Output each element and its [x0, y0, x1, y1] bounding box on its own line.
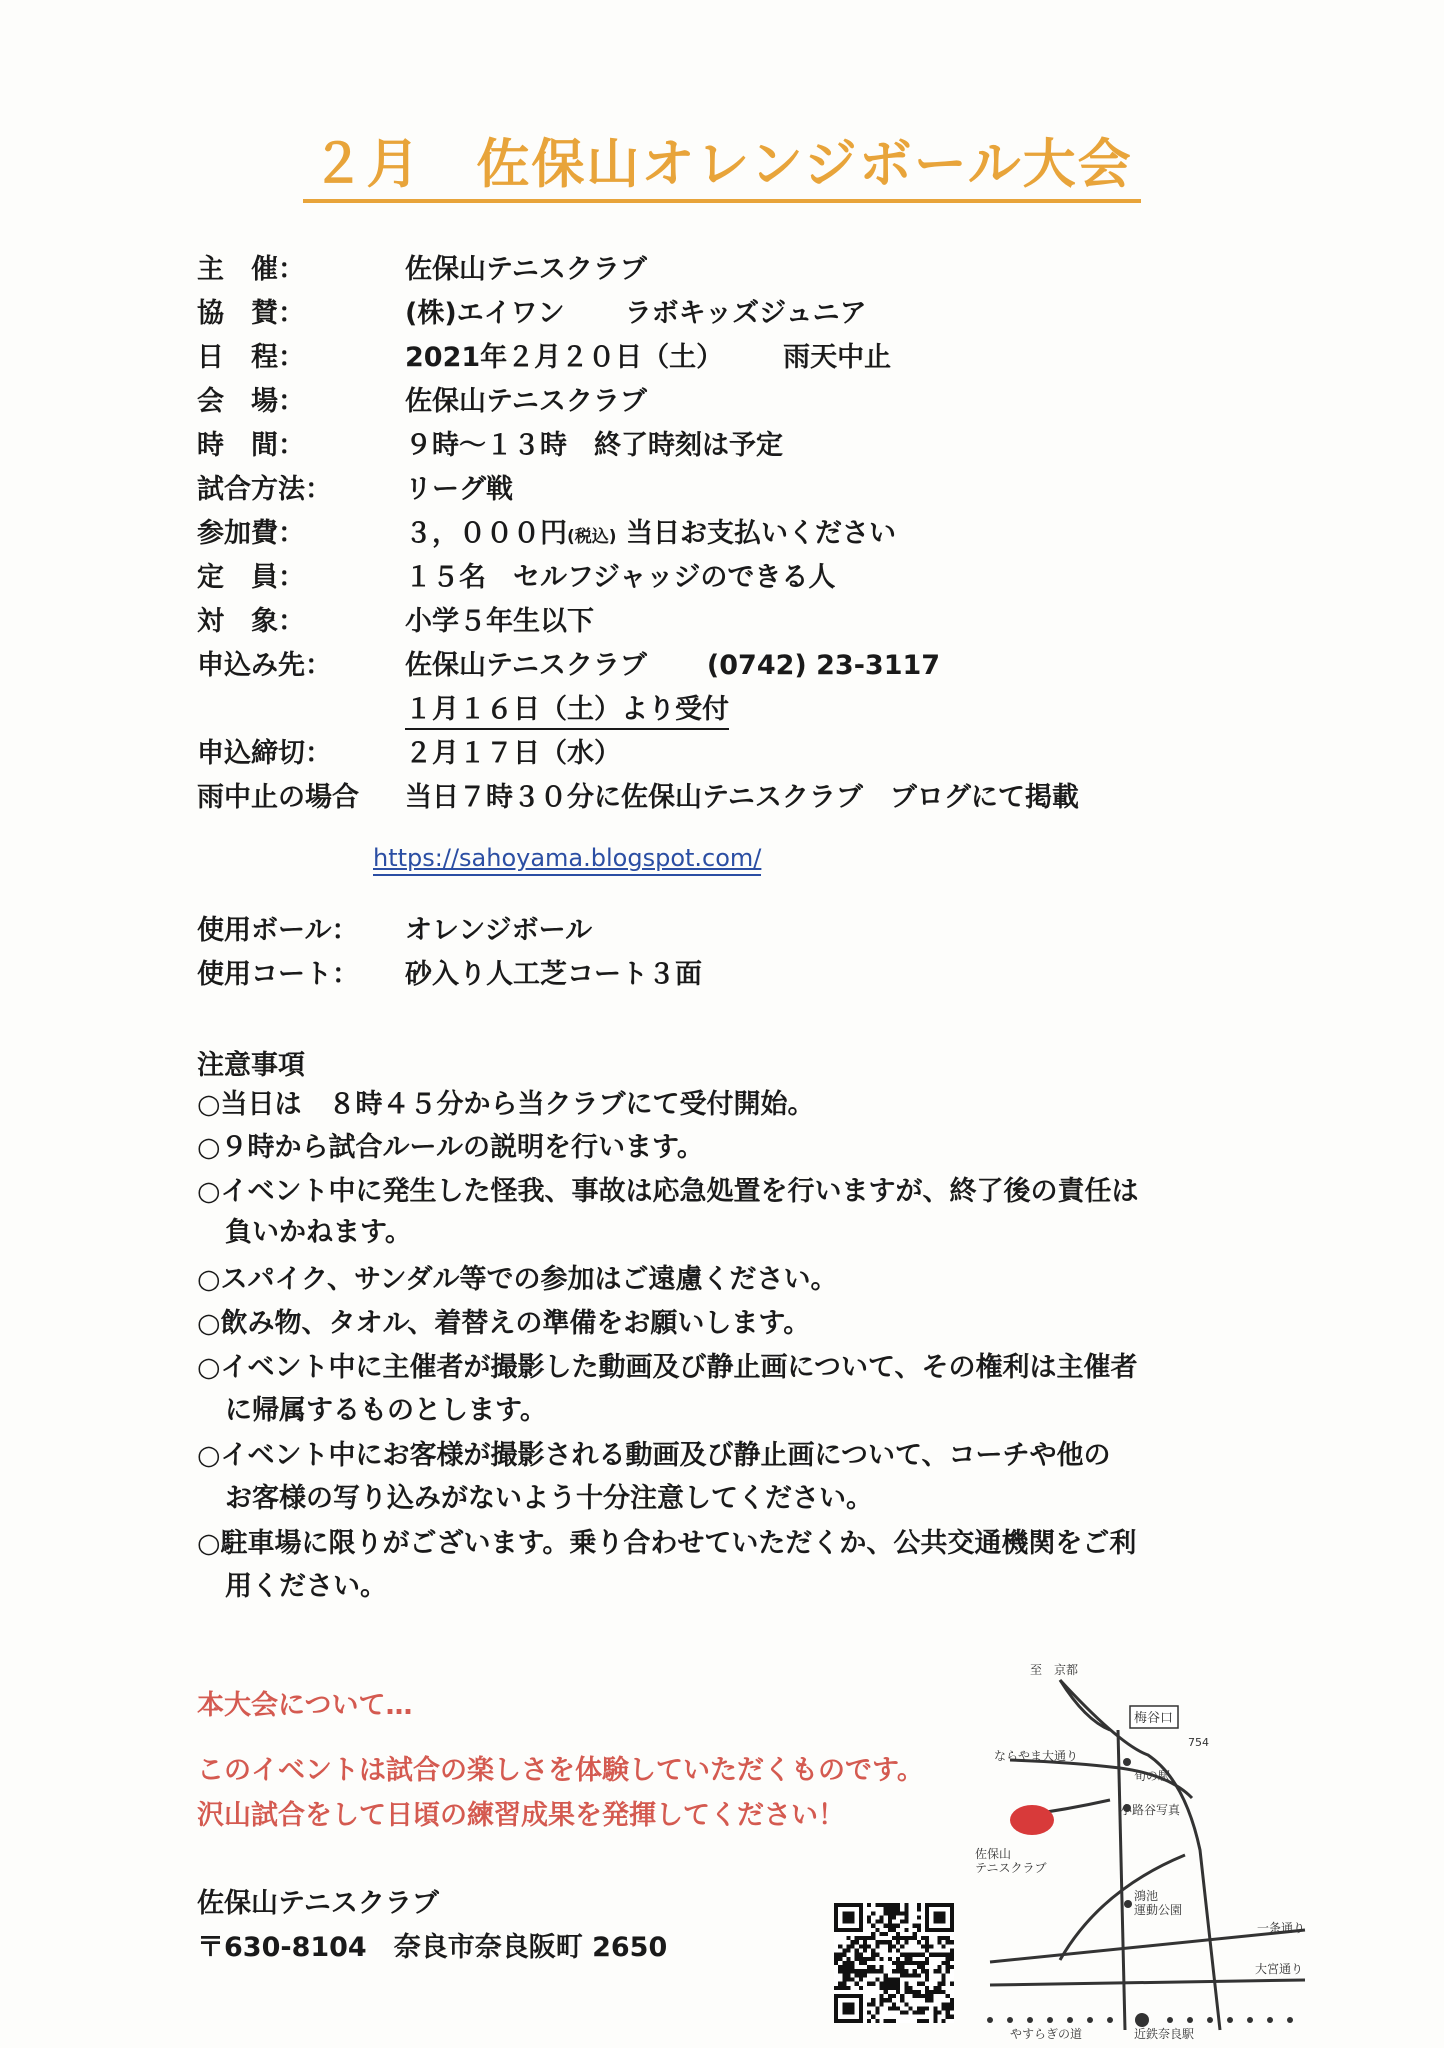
road-omiya	[990, 1980, 1305, 1985]
page-title	[0, 122, 1444, 198]
notes-heading: 注意事項	[197, 1050, 305, 1081]
deadline-label: 申込締切：	[197, 738, 332, 769]
map-label-kyoto: 至 京都	[1030, 1663, 1079, 1677]
note-line: ○当日は ８時４５分から当クラブにて受付開始。	[197, 1089, 815, 1120]
map-label-omiya: 大宮通り	[1255, 1962, 1304, 1976]
note-line: ○イベント中にお客様が撮影される動画及び静止画について、コーチや他の	[197, 1440, 1111, 1471]
note-line: ○９時から試合ルールの説明を行います。	[197, 1132, 704, 1163]
map-label-umeyaguchi: 梅谷口	[1134, 1711, 1174, 1726]
date-value	[405, 335, 891, 374]
venue-label: 会 場：	[197, 386, 305, 417]
ball-label: 使用ボール：	[197, 915, 359, 946]
sponsor-1: (株)エイワン	[405, 298, 565, 329]
club-location-marker	[1010, 1805, 1054, 1835]
deadline-value: ２月１７日（水）	[405, 738, 621, 769]
fee-label: 参加費：	[197, 518, 305, 549]
map-label-club-2: テニスクラブ	[975, 1861, 1047, 1875]
sponsor-label: 協 賛：	[197, 298, 305, 329]
rain-value: 当日７時３０分に佐保山テニスクラブ ブログにて掲載	[405, 782, 1079, 813]
map-label-shun: 旬の駅	[1134, 1769, 1171, 1783]
sponsor-2: ラボキッズジュニア	[624, 298, 867, 329]
note-line: ○飲み物、タオル、着替えの準備をお願いします。	[197, 1308, 811, 1339]
note-cont-text: 用ください。	[225, 1571, 387, 1602]
capacity-label: 定 員：	[197, 562, 305, 593]
about-heading: 本大会について…	[197, 1690, 413, 1721]
time-label: 時 間：	[197, 430, 305, 461]
apply-label: 申込み先：	[197, 650, 332, 681]
map-label-club-1: 佐保山	[975, 1847, 1012, 1861]
note-line-cont	[197, 1565, 1257, 1608]
note-cont-text: 負いかねます。	[225, 1217, 412, 1248]
fee-tax: (税込)	[567, 527, 617, 547]
footer-address: 〒630-8104 奈良市奈良阪町 2650	[197, 1932, 668, 1963]
court-value: 砂入り人工芝コート３面	[405, 959, 702, 990]
fee-amount: ３，０００円	[405, 518, 567, 549]
about-line-2: 沢山試合をして日頃の練習成果を発揮してください！	[197, 1800, 845, 1831]
road-vertical	[1118, 1730, 1125, 2030]
court-label: 使用コート：	[197, 959, 359, 990]
map-label-kounoike-2: 運動公園	[1134, 1903, 1183, 1917]
note-cont-text: お客様の写り込みがないよう十分注意してください。	[225, 1483, 873, 1514]
format-value: リーグ戦	[405, 474, 513, 505]
rain-label: 雨中止の場合	[197, 782, 359, 813]
title-text: ２月 佐保山オレンジボール大会	[303, 134, 1140, 203]
map-label-754: 754	[1188, 1736, 1209, 1749]
note-line: ○イベント中に発生した怪我、事故は応急処置を行いますが、終了後の責任は	[197, 1176, 1139, 1207]
map-label-narayama: ならやま大通り	[994, 1749, 1079, 1763]
map-label-yasuragi: やすらぎの道	[1010, 2027, 1083, 2040]
time-value: ９時～１３時 終了時刻は予定	[405, 430, 783, 461]
fee-note: 当日お支払いください	[625, 518, 896, 549]
map-label-kounoike-1: 鴻池	[1134, 1889, 1159, 1903]
blog-link[interactable]: https://sahoyama.blogspot.com/	[373, 844, 761, 876]
note-line-cont	[197, 1477, 1257, 1520]
sponsor-value	[405, 291, 867, 330]
map-label-kintetsu: 近鉄奈良駅	[1134, 2027, 1195, 2040]
road-kyoto	[1060, 1680, 1220, 2030]
venue-value: 佐保山テニスクラブ	[405, 386, 647, 417]
note-line: ○駐車場に限りがございます。乗り合わせていただくか、公共交通機関をご利	[197, 1528, 1137, 1559]
note-cont-text: に帰属するものとします。	[225, 1395, 547, 1426]
note-line: ○イベント中に主催者が撮影した動画及び静止画について、その権利は主催者	[197, 1352, 1138, 1383]
about-line-1: このイベントは試合の楽しさを体験していただくものです。	[197, 1755, 924, 1786]
date-text: 2021年２月２０日（土）	[405, 342, 724, 373]
organizer-label: 主 催：	[197, 254, 305, 285]
note-line-cont	[197, 1389, 1257, 1432]
apply-start: １月１６日（土）より受付	[405, 687, 729, 730]
qr-code-icon[interactable]	[834, 1903, 954, 2023]
map-label-ichijo: 一条通り	[1257, 1921, 1306, 1935]
apply-value	[405, 643, 940, 682]
map-label-kojiya: 小路谷写真	[1120, 1803, 1181, 1817]
ball-value: オレンジボール	[405, 915, 593, 946]
date-note: 雨天中止	[783, 342, 892, 373]
format-label: 試合方法：	[197, 474, 332, 505]
access-map	[970, 1650, 1310, 2040]
fee-value	[405, 511, 896, 550]
note-line-cont	[197, 1211, 1257, 1254]
apply-phone: (0742) 23-3117	[706, 650, 941, 681]
note-line: ○スパイク、サンダル等での参加はご遠慮ください。	[197, 1264, 838, 1295]
target-value: 小学５年生以下	[405, 606, 594, 637]
target-label: 対 象：	[197, 606, 305, 637]
station-dot-icon	[1135, 2013, 1149, 2027]
capacity-value: １５名 セルフジャッジのできる人	[405, 562, 836, 593]
date-label: 日 程：	[197, 342, 305, 373]
organizer-value: 佐保山テニスクラブ	[405, 254, 647, 285]
apply-place: 佐保山テニスクラブ	[405, 650, 647, 681]
footer-club-name: 佐保山テニスクラブ	[197, 1888, 439, 1919]
